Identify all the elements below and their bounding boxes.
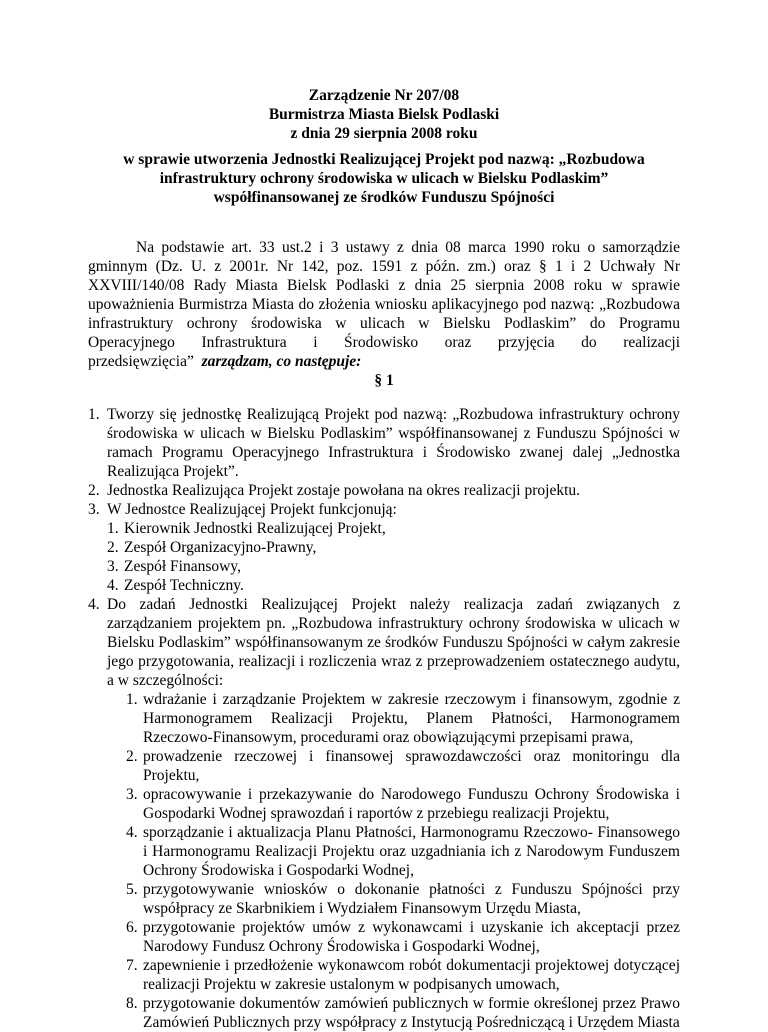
task-number: 1. xyxy=(126,691,138,708)
list-item xyxy=(88,595,680,1032)
task-number: 2. xyxy=(126,748,138,765)
task-text: przygotowanie dokumentów zamówień publicznych w formie określonej przez Prawo Zamówień Publicznych przy współpracy z Instytucją Pośredniczącą i Urzędem Miasta xyxy=(143,995,680,1031)
task-text: prowadzenie rzeczowej i finansowej sprawozdawczości oraz monitoringu dla Projektu, xyxy=(143,748,680,784)
task-text: zapewnienie i przedłożenie wykonawcom robót dokumentacji projektowej dotyczącej realizacji Projektu w zakresie ustalonym w podpisanych umowach, xyxy=(143,957,680,993)
team-item xyxy=(107,576,680,595)
list-item xyxy=(88,481,680,500)
task-text: sporządzanie i aktualizacja Planu Płatności, Harmonogramu Rzeczowo- Finansowego i Harmonogramu Realizacji Projektu oraz uzgadniania ich z Narodowym Funduszem Ochrony Środowiska i Gospodarki Wodnej, xyxy=(143,824,680,879)
intro-emphasis: zarządzam, co następuje: xyxy=(201,353,362,370)
list-item xyxy=(88,500,680,595)
item-text: Tworzy się jednostkę Realizującą Projekt pod nazwą: „Rozbudowa infrastruktury ochrony środowiska w ulicach w Bielsku Podlaskim” współfinansowanej z Funduszu Spójności w ramach Programu Operacyjnego Infrastruktura i Środowisko zwanej dalej „Jednostka Realizująca Projekt”. xyxy=(107,406,680,480)
task-item xyxy=(126,823,680,880)
team-item xyxy=(107,538,680,557)
task-item xyxy=(126,690,680,747)
team-text: Kierownik Jednostki Realizującej Projekt, xyxy=(124,520,386,537)
task-item xyxy=(126,880,680,918)
section-sign: § 1 xyxy=(374,372,394,389)
item-number: 2. xyxy=(88,482,100,499)
task-number: 5. xyxy=(126,881,138,898)
team-text: Zespół Organizacyjno-Prawny, xyxy=(124,539,317,556)
team-item xyxy=(107,519,680,538)
task-text: przygotowywanie wniosków o dokonanie płatności z Funduszu Spójności przy współpracy ze Skarbnikiem i Wydziałem Finansowym Urzędu Miasta, xyxy=(143,881,680,917)
item-text: Jednostka Realizująca Projekt zostaje powołana na okres realizacji projektu. xyxy=(107,482,580,499)
item-number: 4. xyxy=(88,596,100,613)
list-item xyxy=(88,405,680,481)
ordinance-subject: w sprawie utworzenia Jednostki Realizującej Projekt pod nazwą: „Rozbudowa infrastruktury ochrony środowiska w ulicach w Bielsku Podlaskim” współfinansowanej ze środków Funduszu Spójności xyxy=(123,151,645,206)
task-text: przygotowanie projektów umów z wykonawcami i uzyskanie ich akceptacji przez Narodowy Fundusz Ochrony Środowiska i Gospodarki Wodnej, xyxy=(143,919,680,955)
team-text: Zespół Techniczny. xyxy=(124,577,244,594)
intro-paragraph xyxy=(88,238,680,371)
task-item xyxy=(126,918,680,956)
task-item xyxy=(126,956,680,994)
teams-list xyxy=(107,519,680,595)
ordinance-date: z dnia 29 sierpnia 2008 roku xyxy=(290,125,478,142)
item-number: 3. xyxy=(88,501,100,518)
team-number: 3. xyxy=(107,558,119,575)
task-item xyxy=(126,747,680,785)
tasks-list xyxy=(126,690,680,1032)
ordinance-issuer: Burmistrza Miasta Bielsk Podlaski xyxy=(268,106,500,123)
intro-text: Na podstawie art. 33 ust.2 i 3 ustawy z dnia 08 marca 1990 roku o samorządzie gminnym (Dz. U. z 2001r. Nr 142, poz. 1591 z późn. zm.) oraz § 1 i 2 Uchwały Nr XXVIII/140/08 Rady Miasta Bielsk Podlaski z dnia 25 sierpnia 2008 roku w sprawie upoważnienia Burmistrza Miasta do złożenia wniosku aplikacyjnego pod nazwą: „Rozbudowa infrastruktury ochrony środowiska w ulicach w Bielsku Podlaskim” do Programu Operacyjnego Infrastruktura i Środowisko oraz przyjęcia do realizacji przedsięwzięcia” xyxy=(88,239,680,370)
item-text: W Jednostce Realizującej Projekt funkcjonują: xyxy=(107,501,397,518)
ordinance-number: Zarządzenie Nr 207/08 xyxy=(308,87,460,104)
item-number: 1. xyxy=(88,406,100,423)
task-number: 6. xyxy=(126,919,138,936)
team-item xyxy=(107,557,680,576)
task-item xyxy=(126,785,680,823)
main-list xyxy=(88,405,680,1032)
team-text: Zespół Finansowy, xyxy=(124,558,241,575)
task-number: 8. xyxy=(126,995,138,1012)
team-number: 4. xyxy=(107,577,119,594)
task-text: opracowywanie i przekazywanie do Narodowego Funduszu Ochrony Środowiska i Gospodarki Wodnej sprawozdań i raportów z przebiegu realizacji Projektu, xyxy=(143,786,680,822)
team-number: 2. xyxy=(107,539,119,556)
task-number: 7. xyxy=(126,957,138,974)
item-text: Do zadań Jednostki Realizującej Projekt należy realizacja zadań związanych z zarządzaniem projektem pn. „Rozbudowa infrastruktury ochrony środowiska w ulicach w Bielsku Podlaskim” współfinansowanym ze środków Funduszu Spójności w całym zakresie jego przygotowania, realizacji i rozliczenia wraz z przeprowadzeniem ostatecznego audytu, a w szczególności: xyxy=(107,596,680,689)
team-number: 1. xyxy=(107,520,119,537)
task-number: 4. xyxy=(126,824,138,841)
task-text: wdrażanie i zarządzanie Projektem w zakresie rzeczowym i finansowym, zgodnie z Harmonogramem Realizacji Projektu, Planem Płatności, Harmonogramem Rzeczowo-Finansowym, procedurami oraz obowiązującymi przepisami prawa, xyxy=(143,691,680,746)
document-header xyxy=(0,86,768,143)
task-item xyxy=(126,994,680,1032)
task-number: 3. xyxy=(126,786,138,803)
